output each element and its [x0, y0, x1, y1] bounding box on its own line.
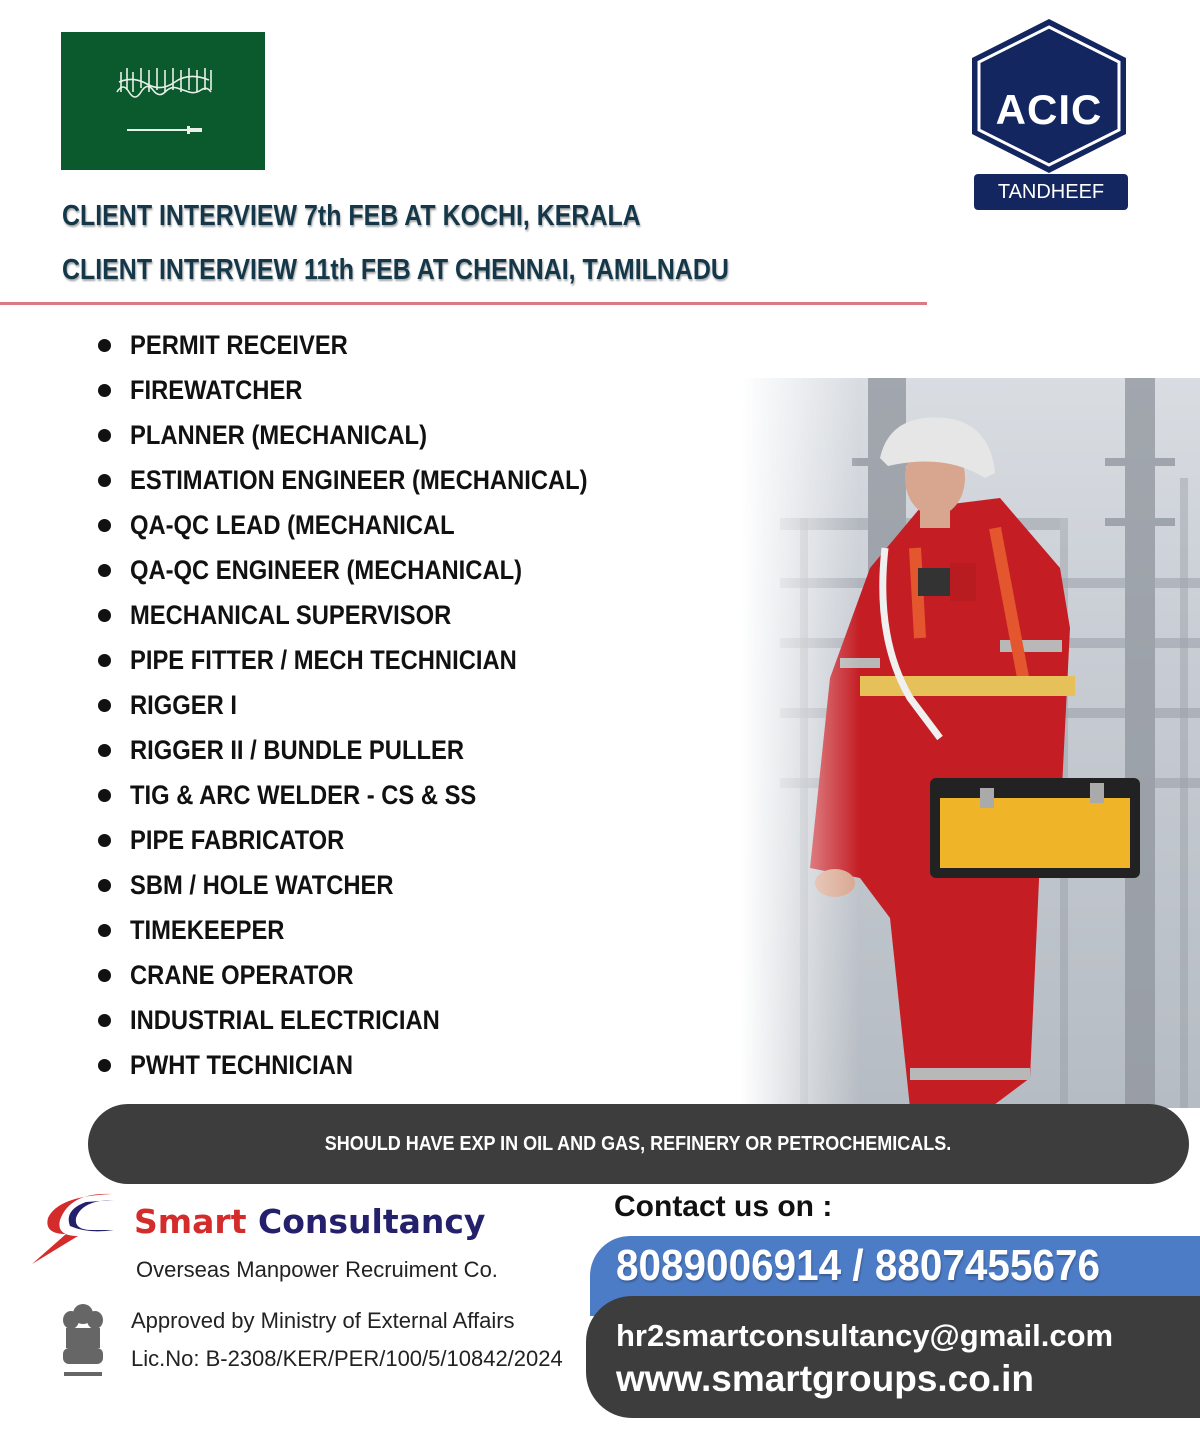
contact-label: Contact us on : [614, 1190, 833, 1223]
job-item: TIMEKEEPER [96, 912, 650, 957]
job-item: RIGGER II / BUNDLE PULLER [96, 732, 650, 777]
job-item: TIG & ARC WELDER - CS & SS [96, 777, 650, 822]
job-item: PLANNER (MECHANICAL) [96, 417, 650, 462]
interview-chennai-headline: CLIENT INTERVIEW 11th FEB AT CHENNAI, TAMILNADU [62, 254, 729, 286]
sword-icon [125, 124, 205, 136]
company-name: Smart Consultancy [134, 1202, 486, 1241]
job-item: QA-QC LEAD (MECHANICAL [96, 507, 650, 552]
job-item: SBM / HOLE WATCHER [96, 867, 650, 912]
shahada-calligraphy-icon [113, 62, 215, 100]
photo-fade [740, 378, 860, 1108]
job-item: PWHT TECHNICIAN [96, 1047, 650, 1092]
job-item: PIPE FITTER / MECH TECHNICIAN [96, 642, 650, 687]
header-divider [0, 302, 927, 305]
smart-consultancy-swoosh-icon [30, 1190, 120, 1266]
bullet-icon [98, 969, 111, 982]
bullet-icon [98, 474, 111, 487]
bullet-icon [98, 429, 111, 442]
ministry-approval: Approved by Ministry of External Affairs [131, 1308, 515, 1333]
bullet-icon [98, 654, 111, 667]
bullet-icon [98, 879, 111, 892]
job-item: QA-QC ENGINEER (MECHANICAL) [96, 552, 650, 597]
email-link[interactable]: hr2smartconsultancy@gmail.com [616, 1318, 1114, 1353]
job-item: PERMIT RECEIVER [96, 327, 650, 372]
acic-wordmark: ACIC [995, 86, 1103, 133]
tandheef-label: TANDHEEF [974, 174, 1128, 210]
bullet-icon [98, 339, 111, 352]
license-number: Lic.No: B-2308/KER/PER/100/5/10842/2024 [131, 1346, 563, 1371]
requirement-text: SHOULD HAVE EXP IN OIL AND GAS, REFINERY OR PETROCHEMICALS. [325, 1132, 952, 1155]
bullet-icon [98, 789, 111, 802]
job-item: CRANE OPERATOR [96, 957, 650, 1002]
bullet-icon [98, 384, 111, 397]
phone-numbers[interactable]: 8089006914 / 8807455676 [616, 1241, 1101, 1290]
ashoka-emblem-icon [58, 1300, 108, 1382]
job-item: PIPE FABRICATOR [96, 822, 650, 867]
job-item: INDUSTRIAL ELECTRICIAN [96, 1002, 650, 1047]
bullet-icon [98, 924, 111, 937]
job-item: ESTIMATION ENGINEER (MECHANICAL) [96, 462, 650, 507]
job-item: RIGGER I [96, 687, 650, 732]
bullet-icon [98, 834, 111, 847]
job-item: MECHANICAL SUPERVISOR [96, 597, 650, 642]
bullet-icon [98, 519, 111, 532]
bullet-icon [98, 564, 111, 577]
bullet-icon [98, 744, 111, 757]
job-item: FIREWATCHER [96, 372, 650, 417]
interview-kochi-headline: CLIENT INTERVIEW 7th FEB AT KOCHI, KERALA [62, 200, 641, 232]
bullet-icon [98, 699, 111, 712]
acic-logo [968, 16, 1130, 212]
company-tagline: Overseas Manpower Recruiment Co. [136, 1257, 498, 1282]
bullet-icon [98, 609, 111, 622]
website-link[interactable]: www.smartgroups.co.in [616, 1358, 1035, 1399]
job-list [96, 327, 650, 1092]
worker-photo [740, 378, 1200, 1108]
requirement-banner [88, 1104, 1189, 1184]
saudi-flag [61, 32, 265, 170]
bullet-icon [98, 1059, 111, 1072]
bullet-icon [98, 1014, 111, 1027]
